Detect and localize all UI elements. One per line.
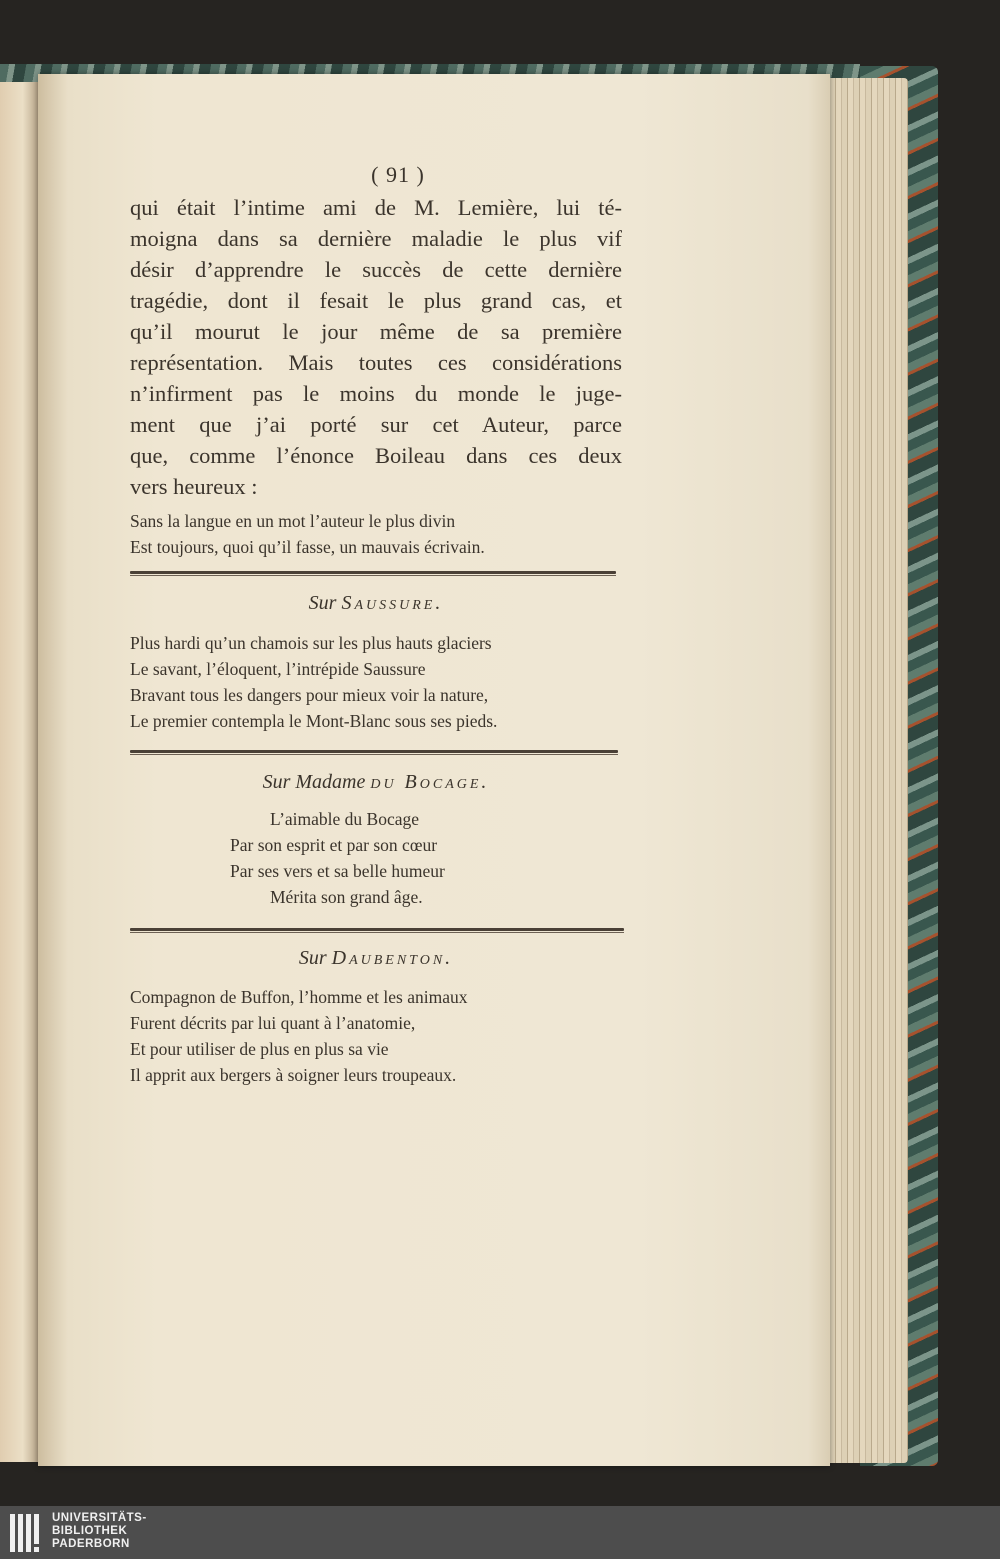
heading-name: du Bocage.: [370, 771, 490, 793]
verse-line: L’aimable du Bocage: [270, 809, 420, 829]
verse-line: Par son esprit et par son cœur: [230, 835, 438, 855]
prose-line: représentation. Mais toutes ces considérations: [130, 350, 622, 375]
quote-line: Est toujours, quoi qu’il fasse, un mauvais écrivain.: [130, 537, 485, 557]
prose-line: que, comme l’énonce Boileau dans ces deux: [130, 443, 622, 468]
library-footer: [0, 1506, 1000, 1559]
prose-line: tragédie, dont il fesait le plus grand cas, et: [130, 288, 622, 313]
heading-prefix: Sur Madame: [262, 771, 366, 793]
library-name-line: UNIVERSITÄTS-: [52, 1512, 147, 1524]
heading-name: Daubenton.: [331, 947, 454, 969]
stanza-saussure: [130, 630, 630, 734]
section-divider: [130, 750, 618, 753]
prose-line: moigna dans sa dernière maladie le plus vif: [130, 226, 622, 251]
prose-line: désir d’apprendre le succès de cette dernière: [130, 257, 622, 282]
library-name-line: BIBLIOTHEK: [52, 1525, 128, 1537]
facing-page-edge: [0, 82, 38, 1462]
section-divider: [130, 928, 624, 931]
verse-line: Il apprit aux bergers à soigner leurs troupeaux.: [130, 1065, 457, 1085]
stanza-du-bocage: [130, 806, 630, 910]
book-page: [38, 74, 830, 1466]
heading-prefix: Sur: [308, 592, 337, 614]
quote-line: Sans la langue en un mot l’auteur le plus divin: [130, 511, 456, 531]
verse-line: Plus hardi qu’un chamois sur les plus hauts glaciers: [130, 633, 492, 653]
section-heading-du-bocage: [130, 771, 622, 794]
prose-line: ment que j’ai porté sur cet Auteur, parce: [130, 412, 622, 437]
page-number: ( 91 ): [371, 162, 425, 187]
verse-line: Furent décrits par lui quant à l’anatomie,: [130, 1013, 416, 1033]
heading-name: Saussure.: [341, 592, 444, 614]
university-library-logo-icon: [8, 1512, 44, 1554]
verse-line: Le premier contempla le Mont-Blanc sous ses pieds.: [130, 711, 498, 731]
verse-line: Compagnon de Buffon, l’homme et les animaux: [130, 987, 468, 1007]
section-divider: [130, 571, 616, 574]
verse-line: Bravant tous les dangers pour mieux voir la nature,: [130, 685, 489, 705]
boileau-quote: [130, 508, 610, 560]
heading-prefix: Sur: [298, 947, 327, 969]
verse-line: Mérita son grand âge.: [270, 887, 423, 907]
section-heading-saussure: [130, 592, 622, 615]
prose-paragraph: [130, 192, 622, 502]
verse-line: Par ses vers et sa belle humeur: [230, 861, 445, 881]
library-name: [52, 1512, 147, 1551]
section-heading-daubenton: [130, 947, 622, 970]
verse-line: Le savant, l’éloquent, l’intrépide Saussure: [130, 659, 426, 679]
stanza-daubenton: [130, 984, 630, 1088]
prose-line: vers heureux :: [130, 474, 258, 499]
prose-line: qu’il mourut le jour même de sa première: [130, 319, 622, 344]
verse-line: Et pour utiliser de plus en plus sa vie: [130, 1039, 389, 1059]
prose-line: qui était l’intime ami de M. Lemière, lui té-: [130, 195, 622, 220]
library-name-line: PADERBORN: [52, 1538, 130, 1550]
prose-line: n’infirment pas le moins du monde le juge-: [130, 381, 622, 406]
